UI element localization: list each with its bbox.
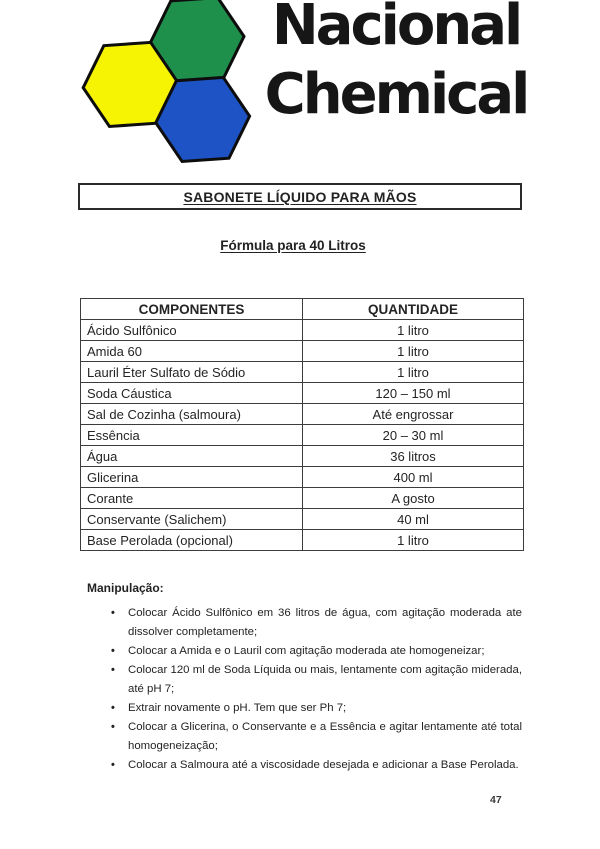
brand-name bbox=[250, 0, 542, 129]
list-item bbox=[110, 718, 522, 756]
table-row bbox=[81, 320, 524, 341]
table-row bbox=[81, 341, 524, 362]
brand-line1: Nacional bbox=[271, 0, 521, 58]
instruction-text: Colocar a Glicerina, o Conservante e a Essência e agitar lentamente até total homogeneização; bbox=[128, 721, 522, 752]
instruction-text: Colocar a Salmoura até a viscosidade desejada e adicionar a Base Perolada. bbox=[128, 759, 519, 771]
list-item bbox=[110, 699, 522, 718]
component-name: Base Perolada (opcional) bbox=[81, 530, 303, 551]
table-row bbox=[81, 530, 524, 551]
formula-subtitle: Fórmula para 40 Litros bbox=[220, 238, 366, 253]
instruction-text: Colocar 120 ml de Soda Líquida ou mais, lentamente com agitação miderada, até pH 7; bbox=[128, 664, 522, 695]
document-title-box bbox=[78, 183, 522, 210]
instruction-text: Extrair novamente o pH. Tem que ser Ph 7; bbox=[128, 702, 347, 714]
table-row bbox=[81, 404, 524, 425]
page-number: 47 bbox=[490, 794, 502, 806]
document-title: SABONETE LÍQUIDO PARA MÃOS bbox=[183, 188, 417, 205]
table-row bbox=[81, 425, 524, 446]
bullet-icon: • bbox=[111, 721, 115, 733]
component-name: Amida 60 bbox=[81, 341, 303, 362]
component-quantity: 1 litro bbox=[303, 320, 524, 341]
component-quantity: 20 – 30 ml bbox=[303, 425, 524, 446]
bullet-icon: • bbox=[111, 702, 115, 714]
component-name: Corante bbox=[81, 488, 303, 509]
component-quantity: 1 litro bbox=[303, 341, 524, 362]
table-row bbox=[81, 362, 524, 383]
list-item bbox=[110, 642, 522, 661]
table-row bbox=[81, 383, 524, 404]
component-quantity: 36 litros bbox=[303, 446, 524, 467]
list-item bbox=[110, 661, 522, 699]
bullet-icon: • bbox=[111, 664, 115, 676]
component-quantity: 400 ml bbox=[303, 467, 524, 488]
component-name: Soda Cáustica bbox=[81, 383, 303, 404]
component-name: Água bbox=[81, 446, 303, 467]
table-row bbox=[81, 467, 524, 488]
table-row bbox=[81, 509, 524, 530]
column-header-quantidade: QUANTIDADE bbox=[303, 299, 524, 320]
component-name: Glicerina bbox=[81, 467, 303, 488]
component-quantity: 40 ml bbox=[303, 509, 524, 530]
components-table bbox=[80, 298, 524, 551]
brand-logo-hexagons bbox=[70, 0, 270, 168]
manipulation-heading: Manipulação: bbox=[87, 581, 164, 595]
brand-line2: Chemical bbox=[264, 62, 528, 127]
bullet-icon: • bbox=[111, 759, 115, 771]
component-name: Sal de Cozinha (salmoura) bbox=[81, 404, 303, 425]
instruction-text: Colocar a Amida e o Lauril com agitação moderada ate homogeneizar; bbox=[128, 645, 485, 657]
table-header-row bbox=[81, 299, 524, 320]
component-quantity: 1 litro bbox=[303, 530, 524, 551]
component-name: Lauril Éter Sulfato de Sódio bbox=[81, 362, 303, 383]
component-name: Ácido Sulfônico bbox=[81, 320, 303, 341]
list-item bbox=[110, 604, 522, 642]
instruction-text: Colocar Ácido Sulfônico em 36 litros de água, com agitação moderada ate dissolver completamente; bbox=[128, 607, 522, 638]
component-name: Conservante (Salichem) bbox=[81, 509, 303, 530]
manipulation-list bbox=[110, 604, 522, 775]
component-quantity: Até engrossar bbox=[303, 404, 524, 425]
component-quantity: A gosto bbox=[303, 488, 524, 509]
table-row bbox=[81, 446, 524, 467]
bullet-icon: • bbox=[111, 645, 115, 657]
component-quantity: 120 – 150 ml bbox=[303, 383, 524, 404]
component-name: Essência bbox=[81, 425, 303, 446]
component-quantity: 1 litro bbox=[303, 362, 524, 383]
table-row bbox=[81, 488, 524, 509]
column-header-componentes: COMPONENTES bbox=[81, 299, 303, 320]
bullet-icon: • bbox=[111, 607, 115, 619]
list-item bbox=[110, 756, 522, 775]
